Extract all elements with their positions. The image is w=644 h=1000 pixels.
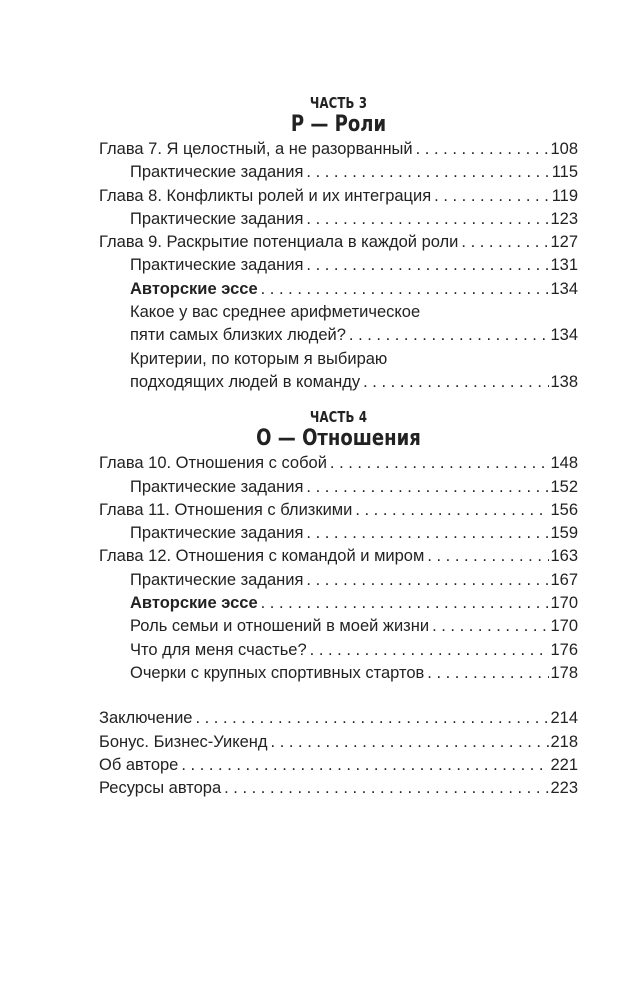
entry-label: Ресурсы автора: [99, 779, 222, 798]
entry-label-line: Какое у вас среднее арифметическое: [130, 303, 421, 322]
page-number: 119: [551, 186, 578, 205]
page-number: 134: [550, 326, 578, 345]
dot-leader: [461, 231, 549, 254]
toc-entry-practice: [99, 161, 578, 184]
toc-entry-chapter-8: [99, 185, 578, 208]
page-number: 176: [550, 640, 578, 659]
dot-leader: [310, 639, 550, 662]
dot-leader: [306, 254, 549, 277]
toc-entry-bonus: [99, 731, 578, 754]
toc-entry-chapter-11: [99, 499, 578, 522]
page-number: 134: [550, 279, 578, 298]
dot-leader: [355, 499, 549, 522]
dot-leader: [306, 208, 549, 231]
toc-entry-essay: [99, 615, 578, 638]
dot-leader: [434, 185, 551, 208]
part-3-header: [99, 96, 578, 136]
dot-leader: [195, 707, 549, 730]
entry-label: Глава 10. Отношения с собой: [99, 454, 327, 473]
toc-entry-conclusion: [99, 707, 578, 730]
page-number: 170: [550, 617, 578, 636]
entry-label: Очерки с крупных спортивных стартов: [130, 663, 425, 682]
dot-leader: [261, 592, 550, 615]
toc-entry-chapter-12: [99, 545, 578, 568]
part-title: Р — Роли: [290, 112, 387, 137]
dot-leader: [432, 615, 549, 638]
entry-label: Практические задания: [130, 524, 304, 543]
dot-leader: [181, 754, 549, 777]
table-of-contents: [99, 96, 578, 800]
toc-entry-author-essays: [99, 592, 578, 615]
entry-label: Практические задания: [130, 477, 304, 496]
final-entries: [99, 707, 578, 800]
dot-leader: [271, 731, 550, 754]
dot-leader: [306, 522, 549, 545]
page-number: 131: [550, 256, 578, 275]
entry-label: подходящих людей в команду: [130, 372, 361, 391]
entry-label: Авторские эссе: [130, 279, 258, 298]
entry-label: Глава 9. Раскрытие потенциала в каждой роли: [99, 233, 459, 252]
dot-leader: [427, 662, 549, 685]
dot-leader: [224, 777, 549, 800]
part-4-header: [99, 410, 578, 450]
entry-label: Практические задания: [130, 570, 304, 589]
page-number: 170: [550, 594, 578, 613]
entry-label: Роль семьи и отношений в моей жизни: [130, 617, 430, 636]
dot-leader: [330, 452, 550, 475]
page-number: 159: [550, 524, 578, 543]
toc-entry-chapter-7: [99, 138, 578, 161]
page-number: 156: [550, 500, 578, 519]
page-number: 148: [550, 454, 578, 473]
toc-entry-essay: [99, 639, 578, 662]
page-number: 223: [550, 779, 578, 798]
page-number: 127: [550, 233, 578, 252]
page-number: 167: [550, 570, 578, 589]
toc-entry-practice: [99, 476, 578, 499]
toc-entry-essay: [99, 371, 578, 394]
page-number: 108: [550, 140, 578, 158]
entry-label: Бонус. Бизнес-Уикенд: [99, 732, 268, 751]
dot-leader: [306, 569, 549, 592]
entry-label: Практические задания: [130, 209, 304, 228]
toc-entry-author-essays: [99, 278, 578, 301]
toc-entry-practice: [99, 208, 578, 231]
entry-label: Практические задания: [130, 256, 304, 275]
dot-leader: [306, 161, 550, 184]
dot-leader: [261, 278, 550, 301]
entry-label: Что для меня счастье?: [130, 640, 307, 659]
page-number: 152: [550, 477, 578, 496]
entry-label-line: Критерии, по которым я выбираю: [130, 349, 388, 368]
page-number: 221: [550, 755, 578, 774]
part-title: О — Отношения: [256, 426, 421, 452]
entry-label: Авторские эссе: [130, 594, 258, 613]
page-number: 218: [550, 732, 578, 751]
page-number: 115: [551, 163, 578, 182]
page-number: 178: [550, 663, 578, 682]
entry-label: Практические задания: [130, 163, 304, 182]
toc-entry-chapter-10: [99, 452, 578, 475]
toc-entry-author-resources: [99, 777, 578, 800]
dot-leader: [427, 545, 549, 568]
dot-leader: [363, 371, 549, 394]
toc-entry-practice: [99, 254, 578, 277]
entry-label: пяти самых близких людей?: [130, 326, 346, 345]
page-number: 214: [550, 709, 578, 728]
entry-label: Глава 12. Отношения с командой и миром: [99, 547, 425, 566]
part-label: ЧАСТЬ 3: [309, 94, 368, 112]
dot-leader: [416, 138, 550, 161]
toc-entry-practice: [99, 522, 578, 545]
part-label: ЧАСТЬ 4: [309, 408, 368, 427]
entry-label: Об авторе: [99, 755, 179, 774]
dot-leader: [306, 476, 549, 499]
dot-leader: [349, 324, 550, 347]
toc-entry-essay: [99, 324, 578, 347]
page-number: 138: [550, 372, 578, 391]
entry-label: Глава 7. Я целостный, а не разорванный: [99, 140, 413, 158]
toc-entry-essay: [99, 662, 578, 685]
toc-entry-practice: [99, 569, 578, 592]
toc-entry-about-author: [99, 754, 578, 777]
part-3-entries: [99, 138, 578, 394]
toc-entry-chapter-9: [99, 231, 578, 254]
entry-label: Глава 11. Отношения с близкими: [99, 500, 353, 519]
part-4-entries: [99, 452, 578, 685]
page-number: 163: [550, 547, 578, 566]
page-number: 123: [550, 209, 578, 228]
entry-label: Заключение: [99, 709, 193, 728]
entry-label: Глава 8. Конфликты ролей и их интеграция: [99, 186, 432, 205]
